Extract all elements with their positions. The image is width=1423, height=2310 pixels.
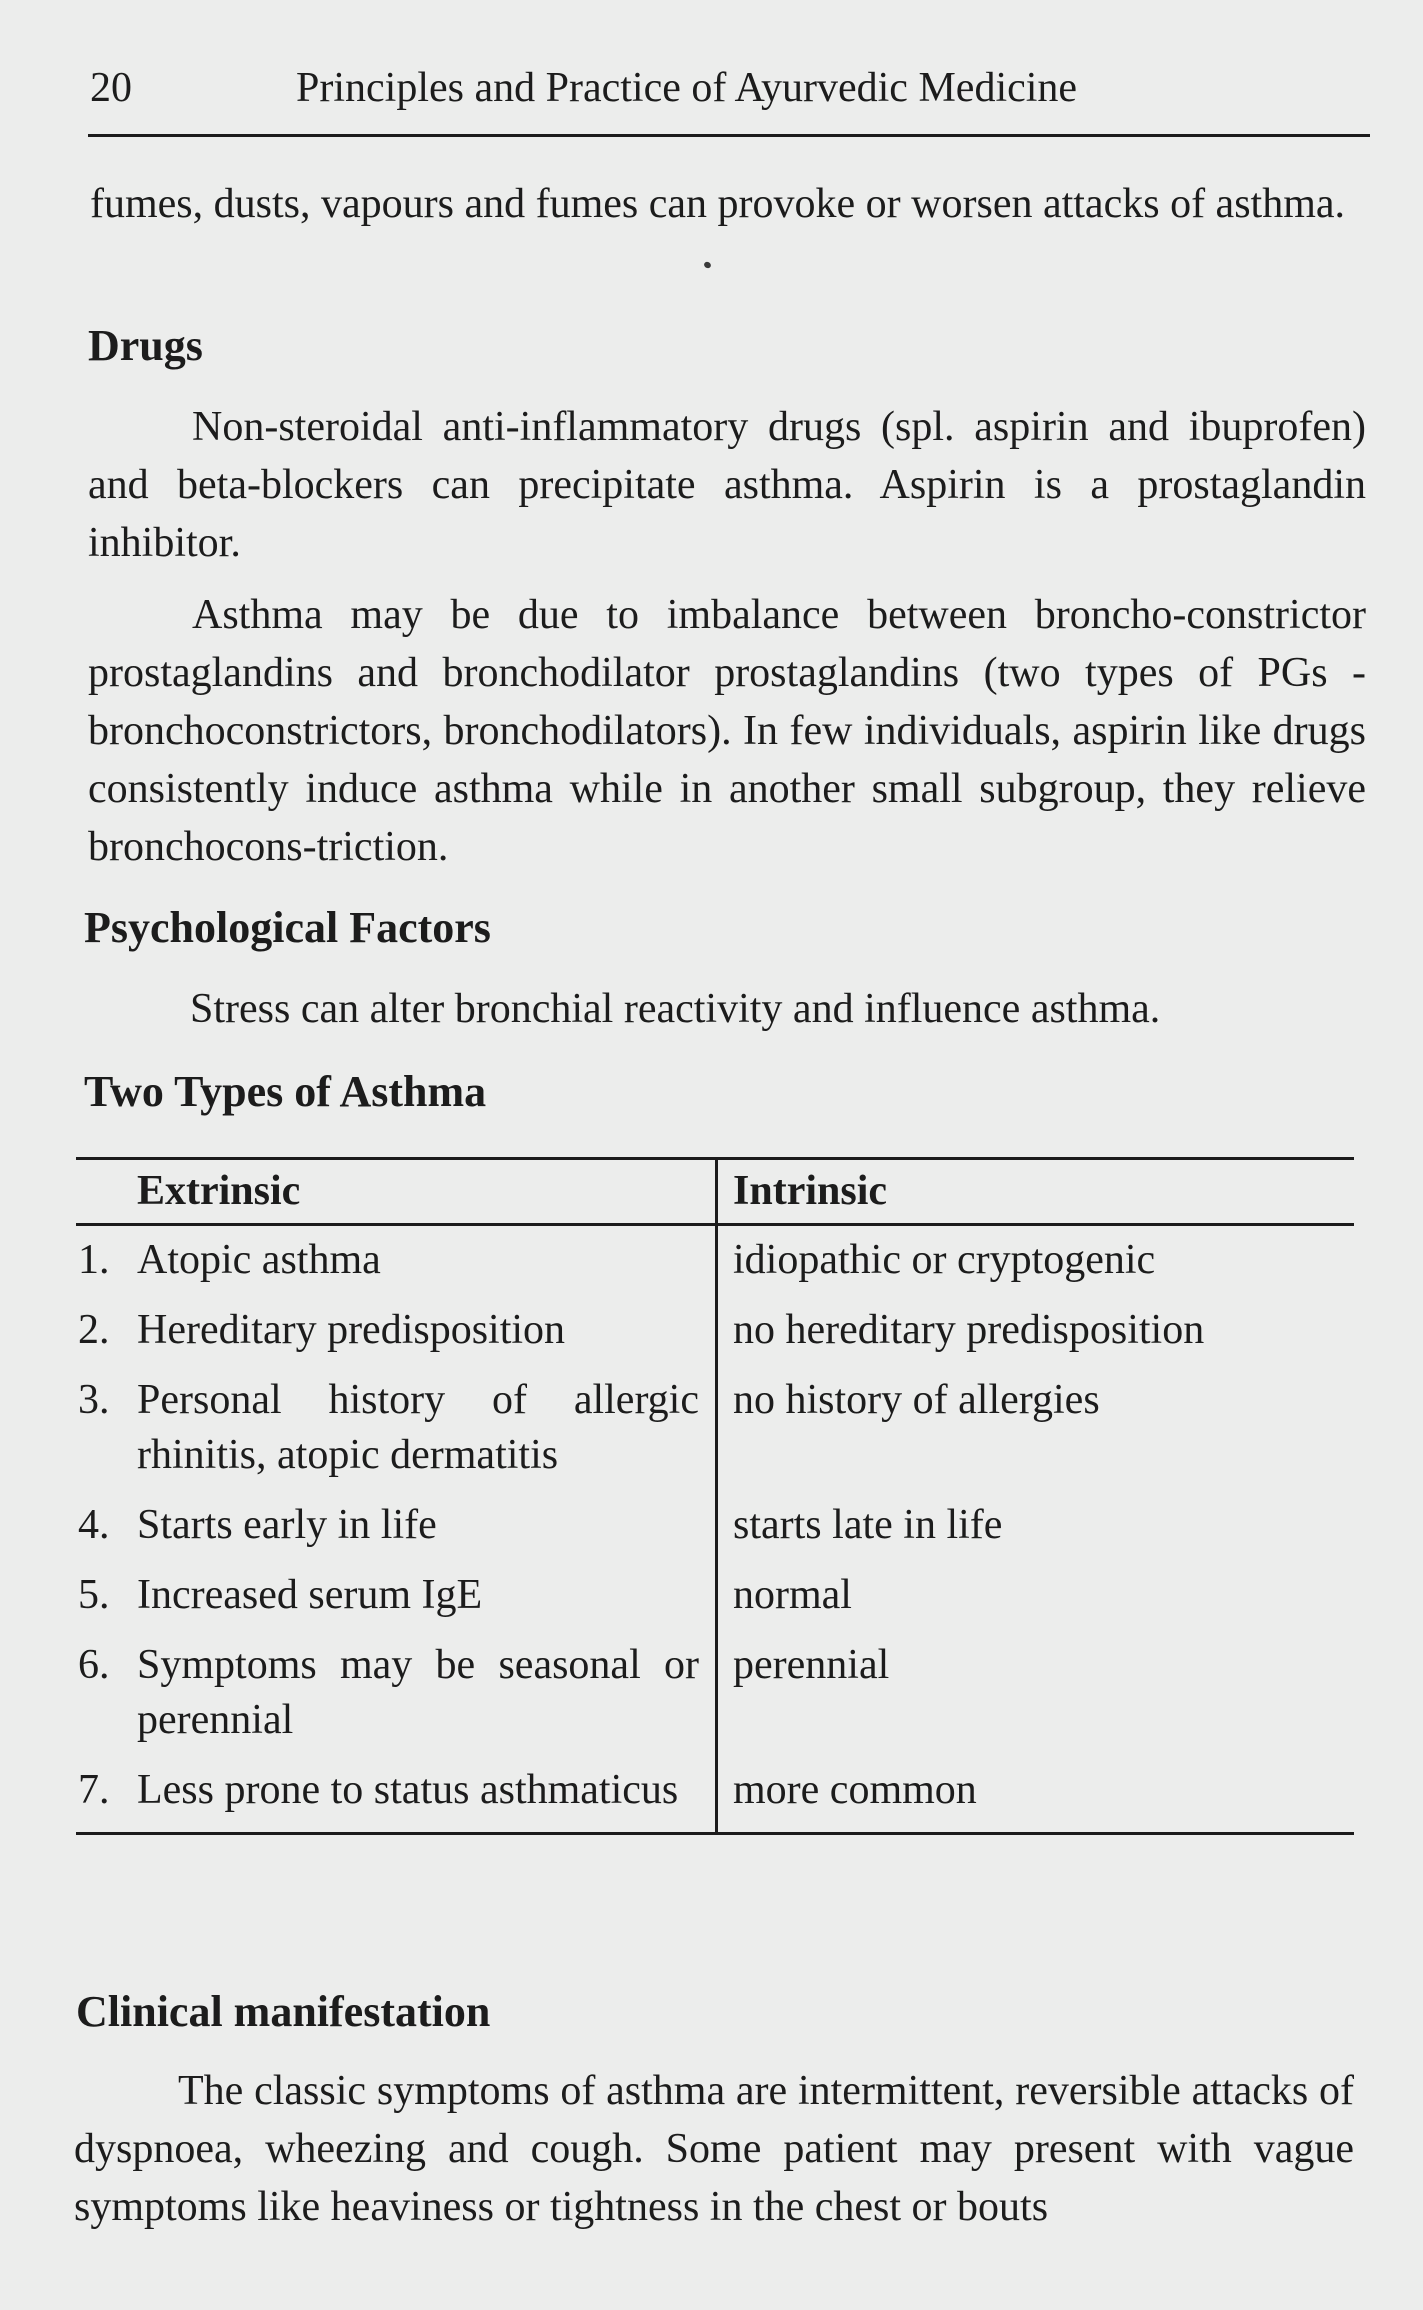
extrinsic-cell [76, 1561, 717, 1631]
extrinsic-cell [76, 1491, 717, 1561]
drugs-heading: Drugs [88, 321, 203, 370]
row-number: 5. [78, 1572, 110, 1618]
intrinsic-cell: no history of allergies [717, 1366, 1355, 1491]
extrinsic-text: Symptoms may be seasonal or perennial [137, 1642, 699, 1743]
intrinsic-cell: starts late in life [717, 1491, 1355, 1561]
table-row [76, 1225, 1354, 1297]
book-title: Principles and Practice of Ayurvedic Medicine [296, 65, 1078, 111]
table-row [76, 1366, 1354, 1491]
header-rule [88, 134, 1370, 137]
row-number: 3. [78, 1377, 110, 1423]
intrinsic-cell: more common [717, 1756, 1355, 1834]
extrinsic-cell [76, 1296, 717, 1366]
row-number: 1. [78, 1237, 110, 1283]
psychological-factors-heading: Psychological Factors [84, 903, 491, 952]
extrinsic-cell [76, 1225, 717, 1297]
table-row [76, 1296, 1354, 1366]
row-number: 4. [78, 1502, 110, 1548]
extrinsic-text: Atopic asthma [137, 1237, 381, 1283]
extrinsic-text: Increased serum IgE [137, 1572, 483, 1618]
row-number: 6. [78, 1642, 110, 1688]
extrinsic-text: Starts early in life [137, 1502, 437, 1548]
asthma-types-table [76, 1157, 1354, 1835]
table-row [76, 1631, 1354, 1756]
extrinsic-cell [76, 1631, 717, 1756]
table-header-row [76, 1159, 1354, 1225]
running-header [90, 58, 1370, 118]
page-number: 20 [90, 65, 132, 111]
extrinsic-text: Personal history of allergic rhinitis, atopic dermatitis [137, 1377, 699, 1478]
extrinsic-cell [76, 1756, 717, 1834]
drugs-paragraph-2: Asthma may be due to imbalance between broncho-constrictor prostaglandins and bronchodilator prostaglandins (two types of PGs - bronchoconstrictors, bronchodilators). In few individuals, aspirin like drugs consistently induce asthma while in another small subgroup, they relieve bronchocons-triction. [88, 592, 1366, 870]
psychological-paragraph: Stress can alter bronchial reactivity and influence asthma. [190, 986, 1161, 1032]
row-number: 7. [78, 1767, 110, 1813]
intrinsic-cell: idiopathic or cryptogenic [717, 1225, 1355, 1297]
table-row [76, 1756, 1354, 1834]
extrinsic-text: Less prone to status asthmaticus [137, 1767, 679, 1813]
ink-speck [703, 261, 712, 270]
intrinsic-cell: perennial [717, 1631, 1355, 1756]
drugs-paragraph-1: Non-steroidal anti-inflammatory drugs (spl. aspirin and ibuprofen) and beta-blockers can precipitate asthma. Aspirin is a prostaglandin inhibitor. [88, 404, 1366, 566]
intrinsic-cell: normal [717, 1561, 1355, 1631]
table-row [76, 1561, 1354, 1631]
column-header-extrinsic: Extrinsic [76, 1159, 717, 1225]
column-header-intrinsic: Intrinsic [717, 1159, 1355, 1225]
row-number: 2. [78, 1307, 110, 1353]
table-row [76, 1491, 1354, 1561]
clinical-paragraph: The classic symptoms of asthma are intermittent, reversible attacks of dyspnoea, wheezing and cough. Some patient may present with vague symptoms like heaviness or tightness in the chest or bouts [74, 2068, 1354, 2230]
extrinsic-cell [76, 1366, 717, 1491]
clinical-manifestation-heading: Clinical manifestation [76, 1987, 491, 2036]
intrinsic-cell: no hereditary predisposition [717, 1296, 1355, 1366]
two-types-heading: Two Types of Asthma [84, 1067, 487, 1116]
extrinsic-text: Hereditary predisposition [137, 1307, 566, 1353]
intro-paragraph: fumes, dusts, vapours and fumes can provoke or worsen attacks of asthma. [90, 181, 1346, 227]
